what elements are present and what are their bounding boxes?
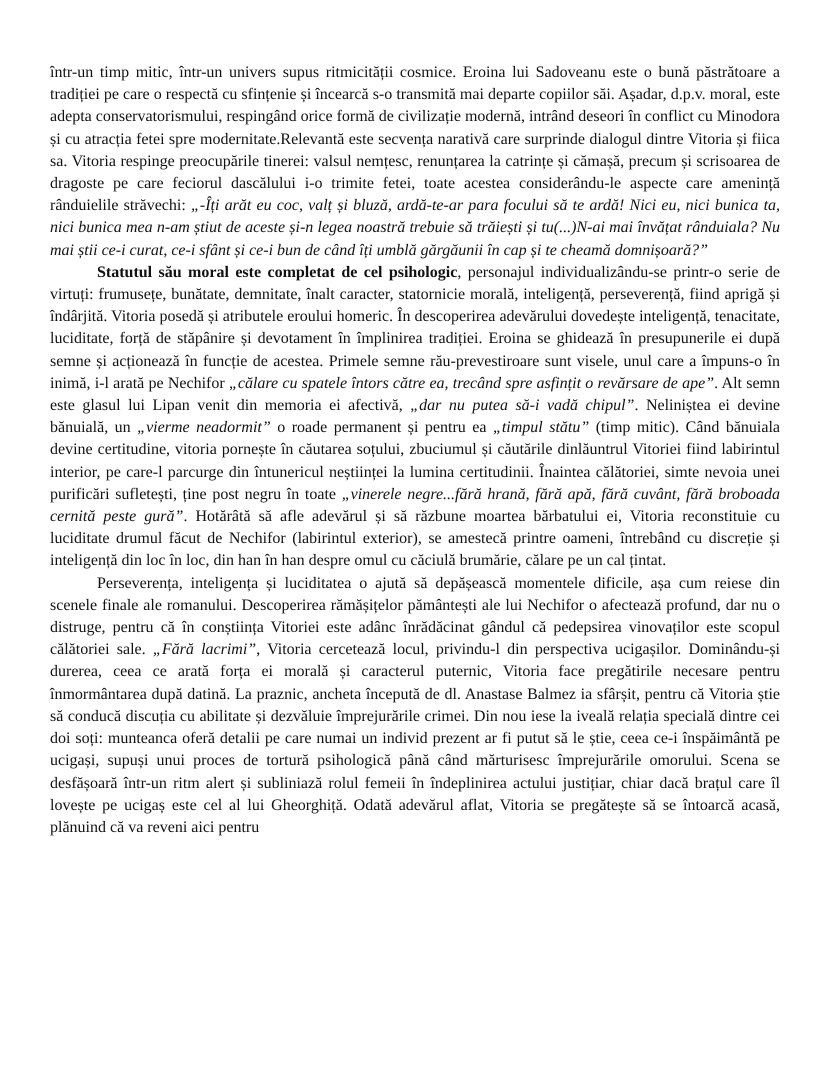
body-text: . Alt semn este glasul lui Lipan venit din memoria ei afectivă, [50,374,780,415]
body-text: , Vitoria cercetează locul, privindu-l din perspectiva ucigașilor. Dominându-și durerea, ceea ce arată forța ei morală și caracterul puternic, Vitoria face pregătirile necesare pentru înmormântarea după datină. La praznic, ancheta începută de dl. Anastase Balmez ia sfârșit, pentru că Vitoria știe să conducă discuția cu abilitate și dezvăluie împrejurările crimei. Din nou iese la iveală relația specială dintre cei doi soți: munteanca oferă detalii pe care numai un individ prezent ar fi putut să le știe, ceea ce-i înspăimântă pe ucigași, supuși unui proces de tortură psihologică până când mărturisesc împrejurările omorului. Scena se desfășoară într-un ritm alert și subliniază rolul femeii în îndeplinirea actului justițiar, chiar dacă brațul care îl lovește pe ucigaș este cel al lui Gheorghiță. Odată adevărul aflat, Vitoria se pregătește să se întoarcă acasă, plănuind că va reveni aici pentru [50,641,781,836]
section-lead-bold: Statutul său moral este completat de cel psihologic [97,263,458,281]
quotation-emphasis: „călare cu spatele întors către ea, trecând spre asfințit o revărsare de ape” [228,374,715,392]
quotation-emphasis: „Fără lacrimi” [152,641,257,659]
quotation-emphasis: „vierme neadormit” [137,419,271,437]
paragraph-psychological-status [50,262,780,573]
body-text: o roade permanent și pentru ea [270,419,493,437]
paragraph-continuation [50,62,780,262]
body-text: . Neliniștea ei devine bănuială, un [50,397,781,437]
quotation-emphasis: „timpul stătu” [492,419,590,437]
quotation-emphasis: „-Îți arăt eu coc, valț și bluză, ardă-te-ar para focului să te ardă! Nici eu, nici bunica ta, nici bunica mea n-am știut de aceste și-n legea noastră trebuie să trăiești și tu(...)N-ai mai învățat rânduiala? Nu mai știi ce-i curat, ce-i sfânt și ce-i bun de când îți umblă gărgăunii în cap și te cheamă domnișoară?” [50,197,781,259]
body-text: într-un timp mitic, într-un univers supus ritmicității cosmice. Eroina lui Sadoveanu este o bună păstrătoare a tradiției pe care o respectă cu sfințenie și încearcă s-o transmită mai departe copiilor săi. Așadar, d.p.v. moral, este adepta conservatorismului, respingând orice formă de civilizație modernă, intrând deseori în conflict cu Minodora și cu atracția fetei spre modernitate.Relevantă este secvența narativă care surprinde dialogul dintre Vitoria și fiica sa. Vitoria respinge preocupările tinerei: valsul nemțesc, renunțarea la catrințe și cămașă, precum și scrisoarea de dragoste pe care feciorul dascălului i-o trimite fetei, toate acestea considerându-le aspecte care amenință rânduielile străvechi: [50,64,780,215]
body-text: , personajul individualizându-se printr-o serie de virtuți: frumusețe, bunătate, demnitate, înalt caracter, statornicie morală, inteligență, perseverență, fiind aprigă și îndârjită. Vitoria posedă și atributele eroului homeric. În descoperirea adevărului dovedește inteligență, tenacitate, luciditate, forță de stăpânire și devotament în împlinirea tradiției. Eroina se ghidează în presupunerile ei după semne și acționează în funcție de acestea. Primele semne rău-prevestiroare sunt visele, unul care a împuns-o în inimă, i-l arată pe Nechifor [50,263,780,392]
body-text: (timp mitic). Când bănuiala devine certitudine, vitoria pornește în căutarea soțului, zbuciumul și căutările dinlăuntrul Vitoriei fiind labirintul interior, pe care-l parcurge din întunericul neștiinței la lumina certitudinii. Înaintea călătoriei, simte nevoia unei purificări sufletești, ține post negru în toate [50,419,781,503]
quotation-emphasis: „dar nu putea să-i vadă chipul” [410,397,635,415]
body-text: . Hotărâtă să afle adevărul și să răzbune moartea bărbatului ei, Vitoria reconstituie cu luciditate drumul făcut de Nechifor (labirintul exterior), se amestecă printre oameni, întrebând cu discreție și inteligență din loc în loc, din han în han despre omul cu căciulă brumărie, călare pe un cal țintat. [50,508,780,570]
quotation-emphasis: „vinerele negre...fără hrană, fără apă, fără cuvânt, fără broboada cernită peste gură” [50,485,781,526]
document-page [50,62,780,839]
paragraph-perseverance [50,573,780,839]
body-text: Perseverența, inteligența și luciditatea o ajută să depășească momentele dificile, așa cum reiese din scenele finale ale romanului. Descoperirea rămășițelor pământești ale lui Nechifor o afectează profund, dar nu o distruge, pentru că în conștiința Vitoriei este adânc înrădăcinat gândul că pedepsirea vinovaților este scopul călătoriei sale. [50,574,780,659]
